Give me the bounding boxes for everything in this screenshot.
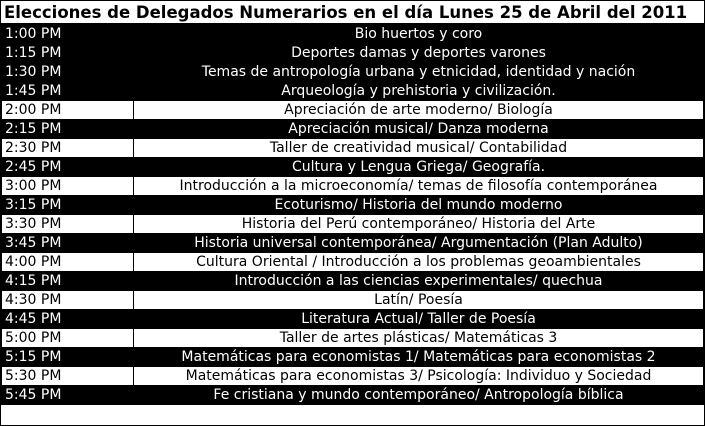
topic-cell: Apreciación musical/ Danza moderna [134,120,704,139]
table-row [2,272,704,291]
time-cell: 4:00 PM [2,253,134,272]
table-row [2,44,704,63]
topic-cell: Introducción a la microeconomía/ temas de filosofía contemporánea [134,177,704,196]
time-cell: 3:45 PM [2,234,134,253]
table-row [2,348,704,367]
topic-cell: Literatura Actual/ Taller de Poesía [134,310,704,329]
time-cell: 3:00 PM [2,177,134,196]
time-cell: 2:45 PM [2,158,134,177]
topic-cell: Cultura Oriental / Introducción a los problemas geoambientales [134,253,704,272]
topic-cell: Apreciación de arte moderno/ Biología [134,101,704,120]
time-cell: 2:00 PM [2,101,134,120]
table-row [2,386,704,405]
time-cell: 4:45 PM [2,310,134,329]
topic-cell: Taller de creatividad musical/ Contabilidad [134,139,704,158]
table-row [2,367,704,386]
table-row [2,177,704,196]
topic-cell: Matemáticas para economistas 3/ Psicología: Individuo y Sociedad [134,367,704,386]
table-row [2,82,704,101]
time-cell: 5:45 PM [2,386,134,405]
table-row [2,253,704,272]
topic-cell: Deportes damas y deportes varones [134,44,704,63]
table-row [2,158,704,177]
schedule-body [2,25,704,405]
time-cell: 5:00 PM [2,329,134,348]
topic-cell: Ecoturismo/ Historia del mundo moderno [134,196,704,215]
table-row [2,215,704,234]
table-row [2,101,704,120]
time-cell: 3:15 PM [2,196,134,215]
table-row [2,25,704,44]
topic-cell: Historia universal contemporánea/ Argumentación (Plan Adulto) [134,234,704,253]
topic-cell: Fe cristiana y mundo contemporáneo/ Antropología bíblica [134,386,704,405]
table-row [2,234,704,253]
topic-cell: Temas de antropología urbana y etnicidad, identidad y nación [134,63,704,82]
table-row [2,196,704,215]
time-cell: 1:45 PM [2,82,134,101]
time-cell: 5:15 PM [2,348,134,367]
time-cell: 2:15 PM [2,120,134,139]
table-row [2,310,704,329]
topic-cell: Taller de artes plásticas/ Matemáticas 3 [134,329,704,348]
schedule-table [1,24,704,405]
table-row [2,63,704,82]
time-cell: 3:30 PM [2,215,134,234]
table-row [2,329,704,348]
topic-cell: Cultura y Lengua Griega/ Geografía. [134,158,704,177]
topic-cell: Arqueología y prehistoria y civilización. [134,82,704,101]
time-cell: 1:15 PM [2,44,134,63]
time-cell: 5:30 PM [2,367,134,386]
time-cell: 1:30 PM [2,63,134,82]
topic-cell: Introducción a las ciencias experimentales/ quechua [134,272,704,291]
time-cell: 1:00 PM [2,25,134,44]
table-row [2,120,704,139]
topic-cell: Matemáticas para economistas 1/ Matemáticas para economistas 2 [134,348,704,367]
time-cell: 4:15 PM [2,272,134,291]
table-row [2,291,704,310]
table-row [2,139,704,158]
topic-cell: Bio huertos y coro [134,25,704,44]
topic-cell: Latín/ Poesía [134,291,704,310]
time-cell: 2:30 PM [2,139,134,158]
page-title: Elecciones de Delegados Numerarios en el día Lunes 25 de Abril del 2011 [1,1,704,24]
topic-cell: Historia del Perú contemporáneo/ Historia del Arte [134,215,704,234]
time-cell: 4:30 PM [2,291,134,310]
